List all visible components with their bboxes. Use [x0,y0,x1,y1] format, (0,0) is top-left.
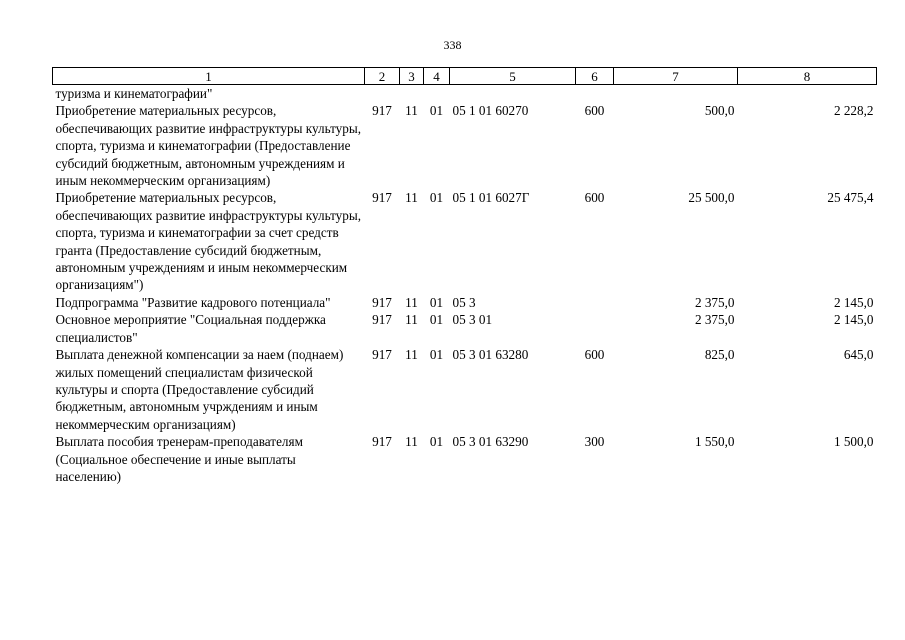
column-header: 7 [614,68,738,85]
column-header: 5 [450,68,576,85]
row-vr [576,311,614,346]
row-value-col8 [738,85,877,103]
row-vr: 600 [584,190,605,206]
row-value-col8: 2 228,2 [833,103,874,119]
row-csr: 05 1 01 60270 [452,103,529,119]
row-name: туризма и кинематографии" [55,86,213,101]
row-value-col7: 1 550,0 [694,434,735,450]
row-value-col7: 825,0 [704,347,735,363]
row-rz: 11 [405,434,418,450]
row-rz [400,85,424,103]
table-row [53,189,877,293]
row-csr: 05 3 01 [452,312,493,328]
row-vr: 300 [584,434,605,450]
row-ved: 917 [372,312,392,328]
row-name: Выплата пособия тренерам-преподавателям (Социальное обеспечение и иные выплаты населению) [55,434,303,484]
row-value-col8: 2 145,0 [833,312,874,328]
row-vr [576,294,614,311]
column-header: 3 [400,68,424,85]
row-csr: 05 3 01 63280 [452,347,529,363]
column-header: 2 [365,68,400,85]
row-pr: 01 [429,190,444,206]
row-pr: 01 [429,434,444,450]
header-row [53,68,877,85]
row-rz: 11 [405,294,418,310]
row-csr [450,85,576,103]
row-pr [424,85,450,103]
row-pr: 01 [429,103,444,119]
row-ved: 917 [372,294,392,310]
row-ved: 917 [372,347,392,363]
page-number: 338 [443,38,462,52]
row-ved: 917 [372,103,392,119]
row-name: Приобретение материальных ресурсов, обеспечивающих развитие инфраструктуры культуры, спорта, туризма и кинематографии за счет средств гранта (Предоставление субсидий бюджетным, автономным учреждениям и иным некоммерческим организациям") [55,190,362,293]
row-csr: 05 3 01 63290 [452,434,529,450]
row-value-col7: 2 375,0 [694,312,735,328]
row-vr [576,85,614,103]
row-value-col7: 500,0 [704,103,735,119]
row-pr: 01 [429,294,444,310]
row-value-col7: 25 500,0 [688,190,735,206]
row-name: Основное мероприятие "Социальная поддержка специалистов" [55,312,326,345]
row-rz: 11 [405,347,418,363]
row-value-col8: 1 500,0 [833,434,874,450]
row-csr: 05 1 01 6027Г [452,190,530,206]
row-value-col8: 2 145,0 [833,294,874,310]
row-value-col8: 25 475,4 [827,190,874,206]
table-row [53,102,877,189]
row-rz: 11 [405,190,418,206]
row-vr: 600 [584,347,605,363]
row-ved [365,85,400,103]
row-pr: 01 [429,347,444,363]
row-rz: 11 [405,312,418,328]
row-rz: 11 [405,103,418,119]
table-row [53,346,877,433]
budget-table [52,67,877,485]
table-row [53,85,877,103]
row-name: Приобретение материальных ресурсов, обеспечивающих развитие инфраструктуры культуры, спорта, туризма и кинематографии (Предоставление субсидий бюджетным, автономным учреждениям и иным некоммерческим организациям) [55,103,362,189]
row-csr: 05 3 [452,294,476,310]
column-header: 1 [53,68,365,85]
row-pr: 01 [429,312,444,328]
row-value-col8: 645,0 [843,347,874,363]
table-row [53,294,877,311]
row-ved: 917 [372,434,392,450]
column-header: 6 [576,68,614,85]
row-value-col7 [614,85,738,103]
row-ved: 917 [372,190,392,206]
row-value-col7: 2 375,0 [694,294,735,310]
column-header: 8 [738,68,877,85]
row-name: Выплата денежной компенсации за наем (поднаем) жилых помещений специалистам физической культуры и спорта (Предоставление субсидий бюджетным, автономным учрждениям и иным некоммерческим организациям) [55,347,344,432]
row-name: Подпрограмма "Развитие кадрового потенциала" [55,294,331,310]
column-header: 4 [424,68,450,85]
row-vr: 600 [584,103,605,119]
table-row [53,433,877,485]
table-row [53,311,877,346]
